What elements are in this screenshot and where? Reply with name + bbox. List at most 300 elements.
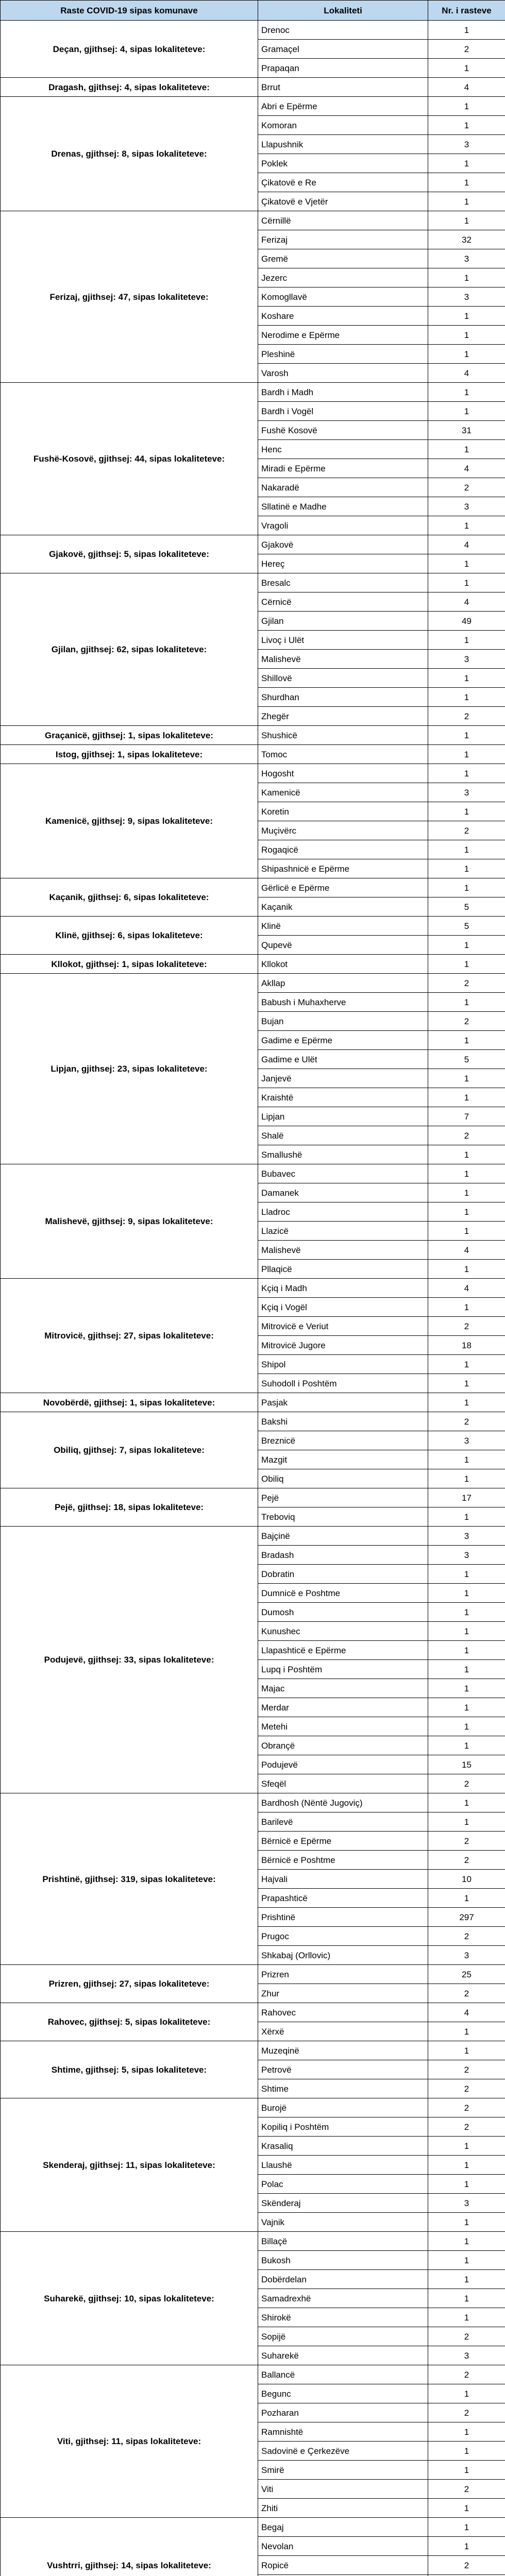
municipality-cell: Kaçanik, gjithsej: 6, sipas lokaliteteve: (1, 878, 258, 917)
case-count-cell: 2 (428, 974, 505, 993)
table-row (1, 573, 505, 592)
header-municipality: Raste COVID-19 sipas komunave (1, 1, 258, 21)
locality-cell: Prugoc (258, 1927, 428, 1946)
case-count-cell: 1 (428, 1507, 505, 1527)
table-row (1, 974, 505, 993)
locality-cell: Abri e Epërme (258, 97, 428, 116)
table-row (1, 1393, 505, 1412)
case-count-cell: 15 (428, 1755, 505, 1774)
municipality-cell: Prishtinë, gjithsej: 319, sipas lokaliteteve: (1, 1793, 258, 1965)
locality-cell: Shirokë (258, 2308, 428, 2327)
locality-cell: Qupevë (258, 936, 428, 955)
case-count-cell: 1 (428, 2308, 505, 2327)
locality-cell: Suharekë (258, 2346, 428, 2365)
table-row (1, 745, 505, 764)
locality-cell: Pllaqicë (258, 1260, 428, 1279)
case-count-cell: 1 (428, 345, 505, 364)
case-count-cell: 2 (428, 1126, 505, 1145)
case-count-cell: 1 (428, 154, 505, 173)
case-count-cell: 3 (428, 287, 505, 307)
locality-cell: Gërlicë e Epërme (258, 878, 428, 897)
case-count-cell: 1 (428, 173, 505, 192)
locality-cell: Poklek (258, 154, 428, 173)
locality-cell: Drenoc (258, 21, 428, 40)
table-row (1, 2098, 505, 2117)
case-count-cell: 1 (428, 554, 505, 573)
locality-cell: Kunushec (258, 1622, 428, 1641)
case-count-cell: 2 (428, 707, 505, 726)
locality-cell: Pejë (258, 1488, 428, 1507)
case-count-cell: 1 (428, 1603, 505, 1622)
case-count-cell: 32 (428, 230, 505, 249)
locality-cell: Hajvali (258, 1870, 428, 1889)
case-count-cell: 2 (428, 478, 505, 497)
case-count-cell: 1 (428, 59, 505, 78)
table-row (1, 211, 505, 230)
case-count-cell: 3 (428, 135, 505, 154)
case-count-cell: 3 (428, 497, 505, 516)
locality-cell: Pozharan (258, 2403, 428, 2422)
locality-cell: Zhegër (258, 707, 428, 726)
case-count-cell: 2 (428, 2117, 505, 2137)
case-count-cell: 1 (428, 2232, 505, 2251)
case-count-cell: 3 (428, 2194, 505, 2213)
case-count-cell: 2 (428, 1851, 505, 1870)
locality-cell: Akllap (258, 974, 428, 993)
case-count-cell: 1 (428, 1298, 505, 1317)
locality-cell: Dumnicë e Poshtme (258, 1584, 428, 1603)
case-count-cell: 1 (428, 192, 505, 211)
locality-cell: Tomoc (258, 745, 428, 764)
case-count-cell: 5 (428, 917, 505, 936)
case-count-cell: 18 (428, 1336, 505, 1355)
locality-cell: Mitrovicë Jugore (258, 1336, 428, 1355)
case-count-cell: 1 (428, 726, 505, 745)
locality-cell: Fushë Kosovë (258, 421, 428, 440)
case-count-cell: 1 (428, 440, 505, 459)
locality-cell: Smirë (258, 2461, 428, 2480)
locality-cell: Kopiliq i Poshtëm (258, 2117, 428, 2137)
municipality-cell: Vushtrri, gjithsej: 14, sipas lokaliteteve: (1, 2518, 258, 2576)
case-count-cell: 1 (428, 1260, 505, 1279)
case-count-cell: 2 (428, 821, 505, 840)
case-count-cell: 1 (428, 1374, 505, 1393)
locality-cell: Malishevë (258, 1241, 428, 1260)
case-count-cell: 1 (428, 402, 505, 421)
locality-cell: Polac (258, 2175, 428, 2194)
locality-cell: Kraishtë (258, 1088, 428, 1107)
locality-cell: Shtime (258, 2079, 428, 2098)
locality-cell: Gadime e Epërme (258, 1031, 428, 1050)
case-count-cell: 1 (428, 840, 505, 859)
case-count-cell: 1 (428, 1145, 505, 1164)
locality-cell: Krasaliq (258, 2137, 428, 2156)
case-count-cell: 1 (428, 1565, 505, 1584)
case-count-cell: 3 (428, 2346, 505, 2365)
case-count-cell: 5 (428, 1050, 505, 1069)
table-row (1, 2232, 505, 2251)
case-count-cell: 2 (428, 40, 505, 59)
locality-cell: Babush i Muhaxherve (258, 993, 428, 1012)
locality-cell: Shkabaj (Orllovic) (258, 1946, 428, 1965)
case-count-cell: 1 (428, 2422, 505, 2442)
locality-cell: Dobërdelan (258, 2270, 428, 2289)
case-count-cell: 1 (428, 764, 505, 783)
case-count-cell: 1 (428, 211, 505, 230)
case-count-cell: 4 (428, 1241, 505, 1260)
case-count-cell: 1 (428, 1202, 505, 1222)
locality-cell: Malishevë (258, 650, 428, 669)
case-count-cell: 4 (428, 364, 505, 383)
case-count-cell: 2 (428, 2060, 505, 2079)
case-count-cell: 1 (428, 1031, 505, 1050)
municipality-cell: Viti, gjithsej: 11, sipas lokaliteteve: (1, 2365, 258, 2518)
locality-cell: Vragoli (258, 516, 428, 535)
locality-cell: Llazicë (258, 1222, 428, 1241)
locality-cell: Bardh i Madh (258, 383, 428, 402)
municipality-cell: Skenderaj, gjithsej: 11, sipas lokaliteteve: (1, 2098, 258, 2232)
municipality-cell: Lipjan, gjithsej: 23, sipas lokaliteteve: (1, 974, 258, 1164)
locality-cell: Bërnicë e Epërme (258, 1832, 428, 1851)
locality-cell: Vajnik (258, 2213, 428, 2232)
table-row (1, 878, 505, 897)
case-count-cell: 2 (428, 1927, 505, 1946)
table-row (1, 78, 505, 97)
locality-cell: Metehi (258, 1717, 428, 1736)
locality-cell: Hogosht (258, 764, 428, 783)
case-count-cell: 1 (428, 2251, 505, 2270)
case-count-cell: 1 (428, 2270, 505, 2289)
locality-cell: Muçivërc (258, 821, 428, 840)
table-row (1, 1965, 505, 1984)
case-count-cell: 17 (428, 1488, 505, 1507)
locality-cell: Mitrovicë e Veriut (258, 1317, 428, 1336)
locality-cell: Komogllavë (258, 287, 428, 307)
case-count-cell: 1 (428, 2137, 505, 2156)
table-row (1, 2041, 505, 2060)
case-count-cell: 2 (428, 2327, 505, 2346)
case-count-cell: 1 (428, 1622, 505, 1641)
locality-cell: Bukosh (258, 2251, 428, 2270)
locality-cell: Gremë (258, 249, 428, 268)
locality-cell: Dumosh (258, 1603, 428, 1622)
case-count-cell: 2 (428, 2079, 505, 2098)
locality-cell: Rahovec (258, 2003, 428, 2022)
locality-cell: Llaushë (258, 2156, 428, 2175)
table-row (1, 1793, 505, 1812)
locality-cell: Shipashnicë e Epërme (258, 859, 428, 878)
locality-cell: Obrançë (258, 1736, 428, 1755)
locality-cell: Bujan (258, 1012, 428, 1031)
locality-cell: Treboviq (258, 1507, 428, 1527)
case-count-cell: 1 (428, 1450, 505, 1469)
municipality-cell: Novobërdë, gjithsej: 1, sipas lokaliteteve: (1, 1393, 258, 1412)
case-count-cell: 4 (428, 78, 505, 97)
locality-cell: Zhur (258, 1984, 428, 2003)
case-count-cell: 1 (428, 1812, 505, 1832)
case-count-cell: 1 (428, 2156, 505, 2175)
locality-cell: Nakaradë (258, 478, 428, 497)
municipality-cell: Deçan, gjithsej: 4, sipas lokaliteteve: (1, 21, 258, 78)
locality-cell: Majac (258, 1679, 428, 1698)
locality-cell: Hereç (258, 554, 428, 573)
case-count-cell: 1 (428, 97, 505, 116)
locality-cell: Gadime e Ulët (258, 1050, 428, 1069)
municipality-cell: Rahovec, gjithsej: 5, sipas lokaliteteve: (1, 2003, 258, 2041)
locality-cell: Sfeqël (258, 1774, 428, 1793)
locality-cell: Prizren (258, 1965, 428, 1984)
municipality-cell: Malishevë, gjithsej: 9, sipas lokaliteteve: (1, 1164, 258, 1279)
table-row (1, 383, 505, 402)
locality-cell: Prishtinë (258, 1908, 428, 1927)
table-body (1, 21, 505, 2576)
table-row (1, 1527, 505, 1546)
case-count-cell: 1 (428, 2175, 505, 2194)
case-count-cell: 2 (428, 1012, 505, 1031)
locality-cell: Sadovinë e Çerkezëve (258, 2442, 428, 2461)
municipality-cell: Istog, gjithsej: 1, sipas lokaliteteve: (1, 745, 258, 764)
municipality-cell: Kamenicë, gjithsej: 9, sipas lokaliteteve: (1, 764, 258, 878)
locality-cell: Gramaçel (258, 40, 428, 59)
case-count-cell: 10 (428, 1870, 505, 1889)
locality-cell: Lipjan (258, 1107, 428, 1126)
header-case-count: Nr. i rasteve (428, 1, 505, 21)
municipality-cell: Shtime, gjithsej: 5, sipas lokaliteteve: (1, 2041, 258, 2098)
table-row (1, 917, 505, 936)
locality-cell: Ferizaj (258, 230, 428, 249)
table-row (1, 97, 505, 116)
case-count-cell: 2 (428, 1984, 505, 2003)
municipality-cell: Drenas, gjithsej: 8, sipas lokaliteteve: (1, 97, 258, 211)
case-count-cell: 31 (428, 421, 505, 440)
case-count-cell: 2 (428, 2480, 505, 2499)
case-count-cell: 2 (428, 2365, 505, 2384)
municipality-cell: Graçanicë, gjithsej: 1, sipas lokaliteteve: (1, 726, 258, 745)
case-count-cell: 1 (428, 1698, 505, 1717)
municipality-cell: Suharekë, gjithsej: 10, sipas lokaliteteve: (1, 2232, 258, 2365)
case-count-cell: 25 (428, 1965, 505, 1984)
case-count-cell: 1 (428, 1717, 505, 1736)
case-count-cell: 1 (428, 1088, 505, 1107)
locality-cell: Muzeqinë (258, 2041, 428, 2060)
case-count-cell: 1 (428, 2499, 505, 2518)
locality-cell: Llapushnik (258, 135, 428, 154)
locality-cell: Podujevë (258, 1755, 428, 1774)
case-count-cell: 1 (428, 1164, 505, 1183)
municipality-cell: Gjakovë, gjithsej: 5, sipas lokaliteteve: (1, 535, 258, 573)
municipality-cell: Prizren, gjithsej: 27, sipas lokaliteteve: (1, 1965, 258, 2003)
case-count-cell: 1 (428, 1584, 505, 1603)
locality-cell: Kllokot (258, 955, 428, 974)
locality-cell: Merdar (258, 1698, 428, 1717)
locality-cell: Barilevë (258, 1812, 428, 1832)
case-count-cell: 1 (428, 2461, 505, 2480)
locality-cell: Skënderaj (258, 2194, 428, 2213)
table-row (1, 535, 505, 554)
case-count-cell: 1 (428, 688, 505, 707)
locality-cell: Samadrexhë (258, 2289, 428, 2308)
locality-cell: Bradash (258, 1546, 428, 1565)
locality-cell: Jezerc (258, 268, 428, 287)
header-row (1, 1, 505, 21)
table-row (1, 2518, 505, 2537)
table-row (1, 2365, 505, 2384)
locality-cell: Smallushë (258, 1145, 428, 1164)
locality-cell: Obiliq (258, 1469, 428, 1488)
case-count-cell: 1 (428, 1679, 505, 1698)
municipality-cell: Dragash, gjithsej: 4, sipas lokaliteteve: (1, 78, 258, 97)
municipality-cell: Pejë, gjithsej: 18, sipas lokaliteteve: (1, 1488, 258, 1527)
locality-cell: Burojë (258, 2098, 428, 2117)
case-count-cell: 1 (428, 859, 505, 878)
case-count-cell: 1 (428, 745, 505, 764)
locality-cell: Kamenicë (258, 783, 428, 802)
locality-cell: Begunc (258, 2384, 428, 2403)
case-count-cell: 1 (428, 1069, 505, 1088)
locality-cell: Shalë (258, 1126, 428, 1145)
locality-cell: Bërnicë e Poshtme (258, 1851, 428, 1870)
locality-cell: Damanek (258, 1183, 428, 1202)
locality-cell: Ramnishtë (258, 2422, 428, 2442)
locality-cell: Bardh i Vogël (258, 402, 428, 421)
case-count-cell: 2 (428, 1774, 505, 1793)
locality-cell: Miradi e Epërme (258, 459, 428, 478)
locality-cell: Viti (258, 2480, 428, 2499)
locality-cell: Klinë (258, 917, 428, 936)
case-count-cell: 3 (428, 249, 505, 268)
table-row (1, 21, 505, 40)
locality-cell: Ropicë (258, 2556, 428, 2575)
case-count-cell: 4 (428, 2003, 505, 2022)
locality-cell: Janjevë (258, 1069, 428, 1088)
locality-cell: Petrovë (258, 2060, 428, 2079)
case-count-cell: 3 (428, 650, 505, 669)
case-count-cell: 3 (428, 1527, 505, 1546)
locality-cell: Koretin (258, 802, 428, 821)
case-count-cell: 3 (428, 1546, 505, 1565)
case-count-cell: 4 (428, 592, 505, 612)
table-row (1, 1164, 505, 1183)
locality-cell: Kçiq i Vogël (258, 1298, 428, 1317)
locality-cell: Xërxë (258, 2022, 428, 2041)
table-row (1, 726, 505, 745)
locality-cell: Mazgit (258, 1450, 428, 1469)
municipality-cell: Mitrovicë, gjithsej: 27, sipas lokaliteteve: (1, 1279, 258, 1393)
locality-cell: Shipol (258, 1355, 428, 1374)
locality-cell: Koshare (258, 307, 428, 326)
locality-cell: Billaçë (258, 2232, 428, 2251)
case-count-cell: 2 (428, 2098, 505, 2117)
case-count-cell: 1 (428, 21, 505, 40)
locality-cell: Bardhosh (Nëntë Jugoviç) (258, 1793, 428, 1812)
municipality-cell: Ferizaj, gjithsej: 47, sipas lokaliteteve: (1, 211, 258, 383)
municipality-cell: Fushë-Kosovë, gjithsej: 44, sipas lokaliteteve: (1, 383, 258, 535)
locality-cell: Zhiti (258, 2499, 428, 2518)
case-count-cell: 1 (428, 936, 505, 955)
case-count-cell: 1 (428, 2384, 505, 2403)
case-count-cell: 4 (428, 1279, 505, 1298)
municipality-cell: Klinë, gjithsej: 6, sipas lokaliteteve: (1, 917, 258, 955)
locality-cell: Breznicë (258, 1431, 428, 1450)
case-count-cell: 3 (428, 1946, 505, 1965)
municipality-cell: Gjilan, gjithsej: 62, sipas lokaliteteve: (1, 573, 258, 726)
locality-cell: Cërnicë (258, 592, 428, 612)
table-row (1, 1279, 505, 1298)
case-count-cell: 1 (428, 1889, 505, 1908)
case-count-cell: 1 (428, 326, 505, 345)
locality-cell: Kçiq i Madh (258, 1279, 428, 1298)
locality-cell: Çikatovë e Vjetër (258, 192, 428, 211)
locality-cell: Suhodoll i Poshtëm (258, 1374, 428, 1393)
case-count-cell: 1 (428, 383, 505, 402)
municipality-cell: Obiliq, gjithsej: 7, sipas lokaliteteve: (1, 1412, 258, 1488)
case-count-cell: 1 (428, 2213, 505, 2232)
locality-cell: Bubavec (258, 1164, 428, 1183)
table-row (1, 1488, 505, 1507)
case-count-cell: 1 (428, 516, 505, 535)
locality-cell: Komoran (258, 116, 428, 135)
locality-cell: Shillovë (258, 669, 428, 688)
locality-cell: Prapashticë (258, 1889, 428, 1908)
locality-cell: Bajçinë (258, 1527, 428, 1546)
case-count-cell: 7 (428, 1107, 505, 1126)
case-count-cell: 1 (428, 631, 505, 650)
case-count-cell: 1 (428, 1660, 505, 1679)
case-count-cell: 4 (428, 535, 505, 554)
locality-cell: Livoç i Ulët (258, 631, 428, 650)
locality-cell: Dobratin (258, 1565, 428, 1584)
header-locality: Lokaliteti (258, 1, 428, 21)
case-count-cell: 2 (428, 1317, 505, 1336)
locality-cell: Varosh (258, 364, 428, 383)
locality-cell: Shushicë (258, 726, 428, 745)
case-count-cell: 1 (428, 573, 505, 592)
case-count-cell: 2 (428, 1412, 505, 1431)
table-row (1, 2003, 505, 2022)
case-count-cell: 1 (428, 1793, 505, 1812)
case-count-cell: 4 (428, 459, 505, 478)
case-count-cell: 1 (428, 993, 505, 1012)
locality-cell: Henc (258, 440, 428, 459)
case-count-cell: 1 (428, 2022, 505, 2041)
locality-cell: Rogaqicë (258, 840, 428, 859)
table-row (1, 764, 505, 783)
case-count-cell: 1 (428, 802, 505, 821)
locality-cell: Pasjak (258, 1393, 428, 1412)
locality-cell: Sllatinë e Madhe (258, 497, 428, 516)
case-count-cell: 1 (428, 1355, 505, 1374)
locality-cell: Begaj (258, 2518, 428, 2537)
locality-cell: Ballancë (258, 2365, 428, 2384)
case-count-cell: 2 (428, 1832, 505, 1851)
locality-cell: Shurdhan (258, 688, 428, 707)
locality-cell: Brrut (258, 78, 428, 97)
locality-cell: Bresalc (258, 573, 428, 592)
case-count-cell: 1 (428, 307, 505, 326)
case-count-cell: 1 (428, 1222, 505, 1241)
case-count-cell: 2 (428, 2556, 505, 2575)
case-count-cell: 1 (428, 955, 505, 974)
case-count-cell: 1 (428, 2537, 505, 2556)
case-count-cell: 1 (428, 1736, 505, 1755)
table-row (1, 955, 505, 974)
case-count-cell: 1 (428, 2442, 505, 2461)
locality-cell: Gjilan (258, 612, 428, 631)
locality-cell: Çikatovë e Re (258, 173, 428, 192)
case-count-cell: 1 (428, 669, 505, 688)
case-count-cell: 3 (428, 1431, 505, 1450)
case-count-cell: 3 (428, 783, 505, 802)
